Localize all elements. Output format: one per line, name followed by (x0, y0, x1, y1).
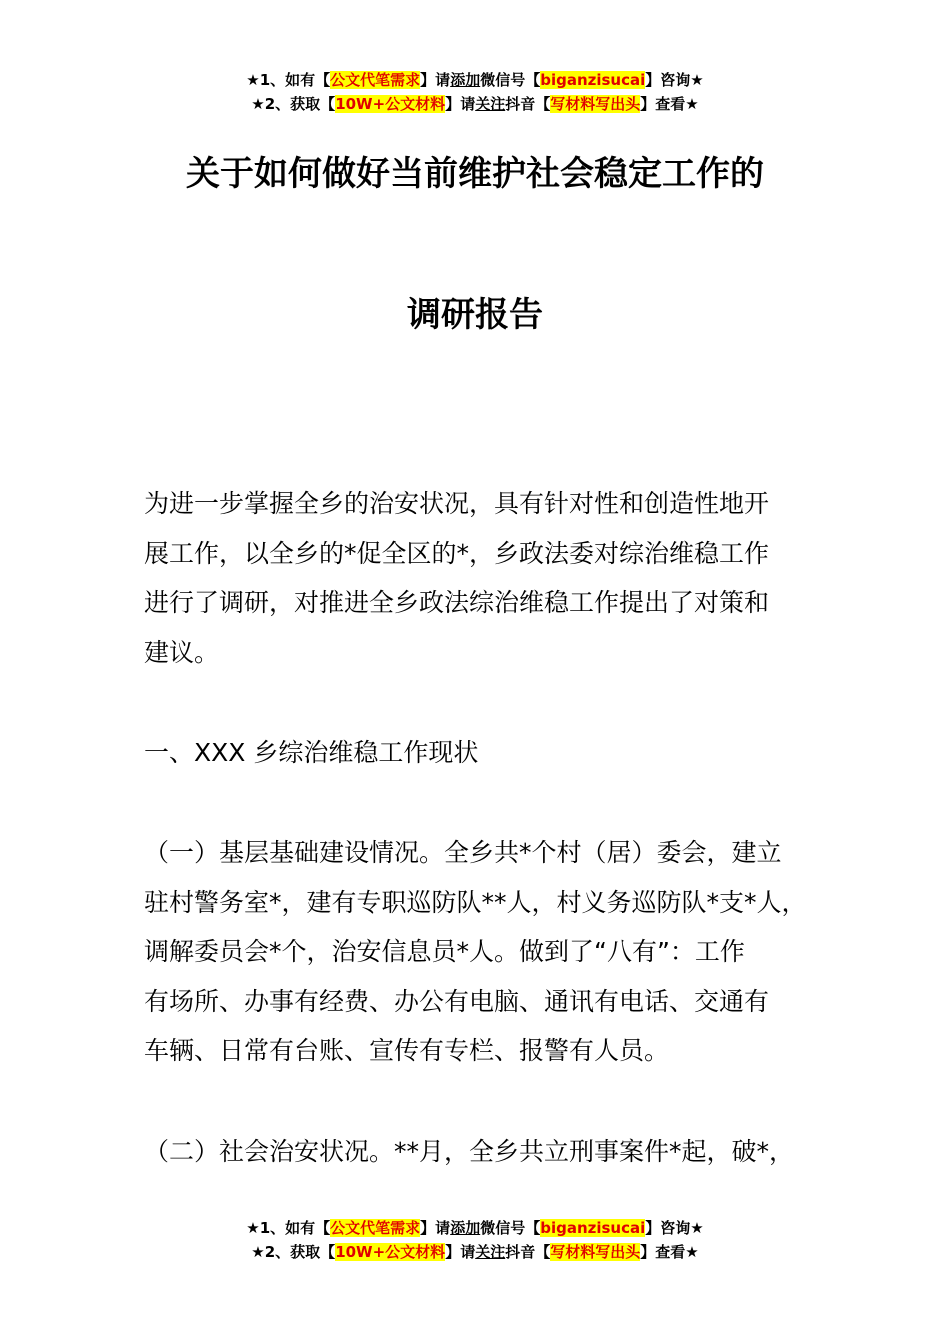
paragraph-line: （一）基层基础建设情况。全乡共*个村（居）委会，建立 (144, 838, 782, 867)
subsection-1-paragraph (144, 828, 834, 1076)
paragraph-line: 为进一步掌握全乡的治安状况，具有针对性和创造性地开 (144, 489, 770, 518)
banner-text: 】请 (420, 71, 451, 89)
banner-text: 】咨询★ (645, 1219, 704, 1237)
footer-banner (0, 1216, 950, 1264)
document-title-line-1: 关于如何做好当前维护社会稳定工作的 (186, 154, 764, 194)
paragraph-line: 调解委员会*个，治安信息员*人。做到了“八有”：工作 (144, 937, 745, 966)
section-heading-text: 一、XXX 乡综治维稳工作现状 (144, 738, 479, 767)
subsection-2-paragraph (144, 1127, 834, 1177)
highlight-materials: 10W+公文材料 (335, 95, 446, 113)
highlight-douyin-id: 写材料写出头 (550, 95, 641, 113)
paragraph-line: 进行了调研，对推进全乡政法综治维稳工作提出了对策和 (144, 588, 770, 617)
banner-text: ★2、获取【 (251, 95, 336, 113)
banner-underlined: 关注 (475, 95, 506, 113)
banner-text: 】请 (445, 1243, 476, 1261)
paragraph-line: 驻村警务室*，建有专职巡防队**人，村义务巡防队*支*人， (144, 887, 807, 917)
banner-text: 】查看★ (640, 1243, 699, 1261)
paragraph-line: 车辆、日常有台账、宣传有专栏、报警有人员。 (144, 1036, 670, 1065)
document-title-line-2: 调研报告 (407, 295, 543, 335)
highlight-materials: 10W+公文材料 (335, 1243, 446, 1261)
banner-text: 】请 (445, 95, 476, 113)
highlight-wechat-id: biganzisucai (540, 1219, 646, 1237)
paragraph-line: 有场所、办事有经费、办公有电脑、通讯有电话、交通有 (144, 986, 770, 1016)
intro-paragraph (144, 479, 834, 677)
banner-text: 抖音【 (505, 95, 551, 113)
banner-underlined: 添加 (450, 1219, 481, 1237)
paragraph-line: 建议。 (144, 637, 220, 667)
banner-line-2 (0, 92, 950, 116)
banner-line-1 (0, 1216, 950, 1240)
banner-text: 微信号【 (480, 1219, 541, 1237)
header-banner (0, 68, 950, 116)
banner-underlined: 添加 (450, 71, 481, 89)
banner-text: 抖音【 (505, 1243, 551, 1261)
highlight-service: 公文代笔需求 (330, 71, 421, 89)
banner-text: ★1、如有【 (246, 71, 331, 89)
banner-text: 】查看★ (640, 95, 699, 113)
banner-text: 】咨询★ (645, 71, 704, 89)
banner-text: ★1、如有【 (246, 1219, 331, 1237)
paragraph-line: 展工作，以全乡的*促全区的*，乡政法委对综治维稳工作 (144, 538, 770, 568)
banner-underlined: 关注 (475, 1243, 506, 1261)
highlight-wechat-id: biganzisucai (540, 71, 646, 89)
banner-text: ★2、获取【 (251, 1243, 336, 1261)
paragraph-line: （二）社会治安状况。**月，全乡共立刑事案件*起，破*， (144, 1137, 795, 1166)
highlight-service: 公文代笔需求 (330, 1219, 421, 1237)
highlight-douyin-id: 写材料写出头 (550, 1243, 641, 1261)
banner-text: 微信号【 (480, 71, 541, 89)
banner-text: 】请 (420, 1219, 451, 1237)
banner-line-1 (0, 68, 950, 92)
banner-line-2 (0, 1240, 950, 1264)
section-heading (144, 728, 834, 778)
